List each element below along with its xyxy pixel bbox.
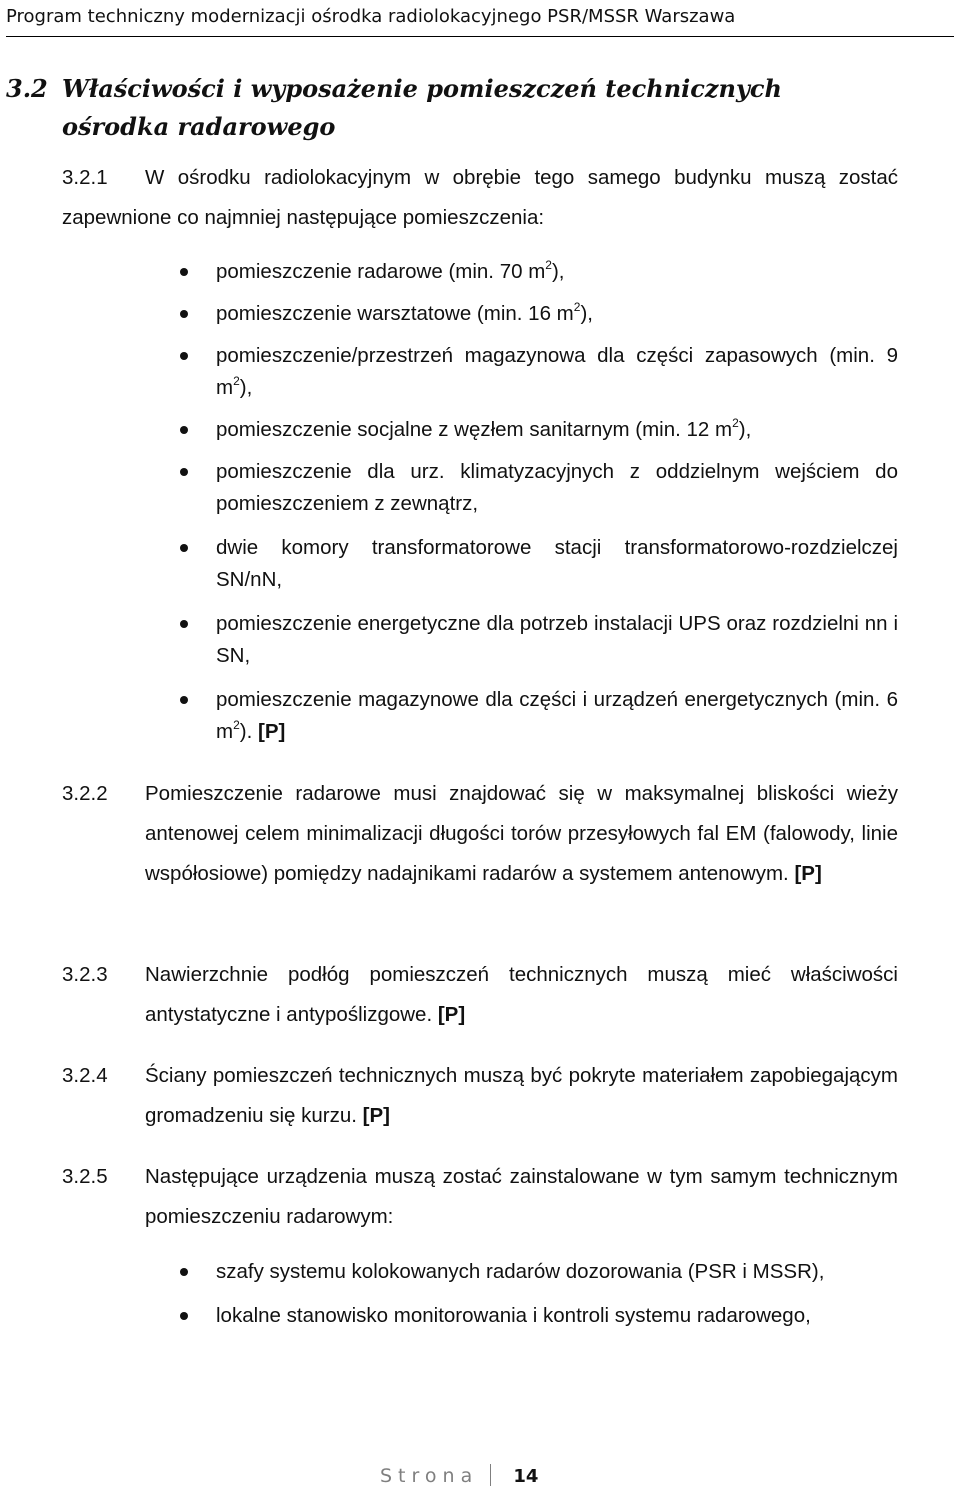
list-item: pomieszczenie energetyczne dla potrzeb instalacji UPS oraz rozdzielni nn i SN, — [180, 608, 898, 672]
bullet-icon — [180, 1312, 188, 1320]
bullet-icon — [180, 544, 188, 552]
required-rooms-list — [180, 256, 898, 748]
bullet-icon — [180, 620, 188, 628]
section-title: Właściwości i wyposażenie pomieszczeń technicznych ośrodka radarowego — [62, 74, 782, 141]
list-item: pomieszczenie warsztatowe (min. 16 $m^2$), — [180, 298, 898, 330]
paragraph-number: 3.2.2 — [62, 782, 108, 805]
list-item: pomieszczenie radarowe (min. 70 $m^2$), — [180, 256, 898, 288]
paragraph-3-2-4 — [62, 1056, 898, 1136]
bullet-icon — [180, 310, 188, 318]
list-item: pomieszczenie magazynowe dla części i urządzeń energetycznych (min. 6 $m^2$). [P] — [180, 684, 898, 748]
reference-tag: [P] — [437, 1003, 466, 1026]
page-number: 14 — [513, 1466, 539, 1487]
paragraph-text: Pomieszczenie radarowe musi znajdować się w maksymalnej bliskości wieży antenowej celem minimalizacji długości torów przesyłowych fal EM (falowody, linie współosiowe) pomiędzy nadajnikami radarów a systemem antenowym. — [145, 782, 898, 885]
paragraph-text: Nawierzchnie podłóg pomieszczeń technicznych muszą mieć właściwości antystatyczne i antypoślizgowe. — [145, 963, 898, 1026]
paragraph-3-2-1 — [62, 158, 898, 238]
section-heading — [6, 70, 886, 146]
bullet-icon — [180, 1268, 188, 1276]
bullet-icon — [180, 268, 188, 276]
bullet-icon — [180, 426, 188, 434]
list-item: dwie komory transformatorowe stacji transformatorowo-rozdzielczej SN/nN, — [180, 532, 898, 596]
paragraph-text: Ściany pomieszczeń technicznych muszą być pokryte materiałem zapobiegającym gromadzeniu się kurzu. — [145, 1064, 898, 1127]
document-title: Program techniczny modernizacji ośrodka radiolokacyjnego PSR/MSSR Warszawa — [6, 6, 736, 27]
page-header — [6, 2, 954, 37]
page-footer — [380, 1462, 538, 1490]
list-item: pomieszczenie/przestrzeń magazynowa dla części zapasowych (min. 9 $m^2$), — [180, 340, 898, 404]
paragraph-text: Następujące urządzenia muszą zostać zainstalowane w tym samym technicznym pomieszczeniu radarowym: — [145, 1165, 898, 1228]
paragraph-number: 3.2.4 — [62, 1064, 108, 1087]
list-item: szafy systemu kolokowanych radarów dozorowania (PSR i MSSR), — [180, 1256, 898, 1288]
reference-tag: [P] — [362, 1104, 390, 1127]
reference-tag: [P] — [258, 720, 286, 743]
paragraph-text: W ośrodku radiolokacyjnym w obrębie tego samego budynku muszą zostać zapewnione co najmniej następujące pomieszczenia: — [62, 166, 898, 229]
bullet-icon — [180, 468, 188, 476]
paragraph-3-2-5 — [62, 1157, 898, 1237]
paragraph-3-2-2 — [62, 774, 898, 894]
radar-room-equipment-list — [180, 1256, 898, 1332]
bullet-icon — [180, 696, 188, 704]
paragraph-number: 3.2.1 — [62, 166, 108, 189]
bullet-icon — [180, 352, 188, 360]
page-label: Strona — [380, 1465, 479, 1487]
paragraph-number: 3.2.5 — [62, 1165, 108, 1188]
list-item: pomieszczenie socjalne z węzłem sanitarnym (min. 12 $m^2$), — [180, 414, 898, 446]
paragraph-3-2-3 — [62, 955, 898, 1035]
section-number: 3.2 — [6, 74, 48, 103]
footer-divider — [490, 1464, 491, 1486]
list-item: lokalne stanowisko monitorowania i kontroli systemu radarowego, — [180, 1300, 898, 1332]
list-item: pomieszczenie dla urz. klimatyzacyjnych z oddzielnym wejściem do pomieszczeniem z zewnątrz, — [180, 456, 898, 520]
reference-tag: [P] — [794, 862, 822, 885]
paragraph-number: 3.2.3 — [62, 963, 108, 986]
